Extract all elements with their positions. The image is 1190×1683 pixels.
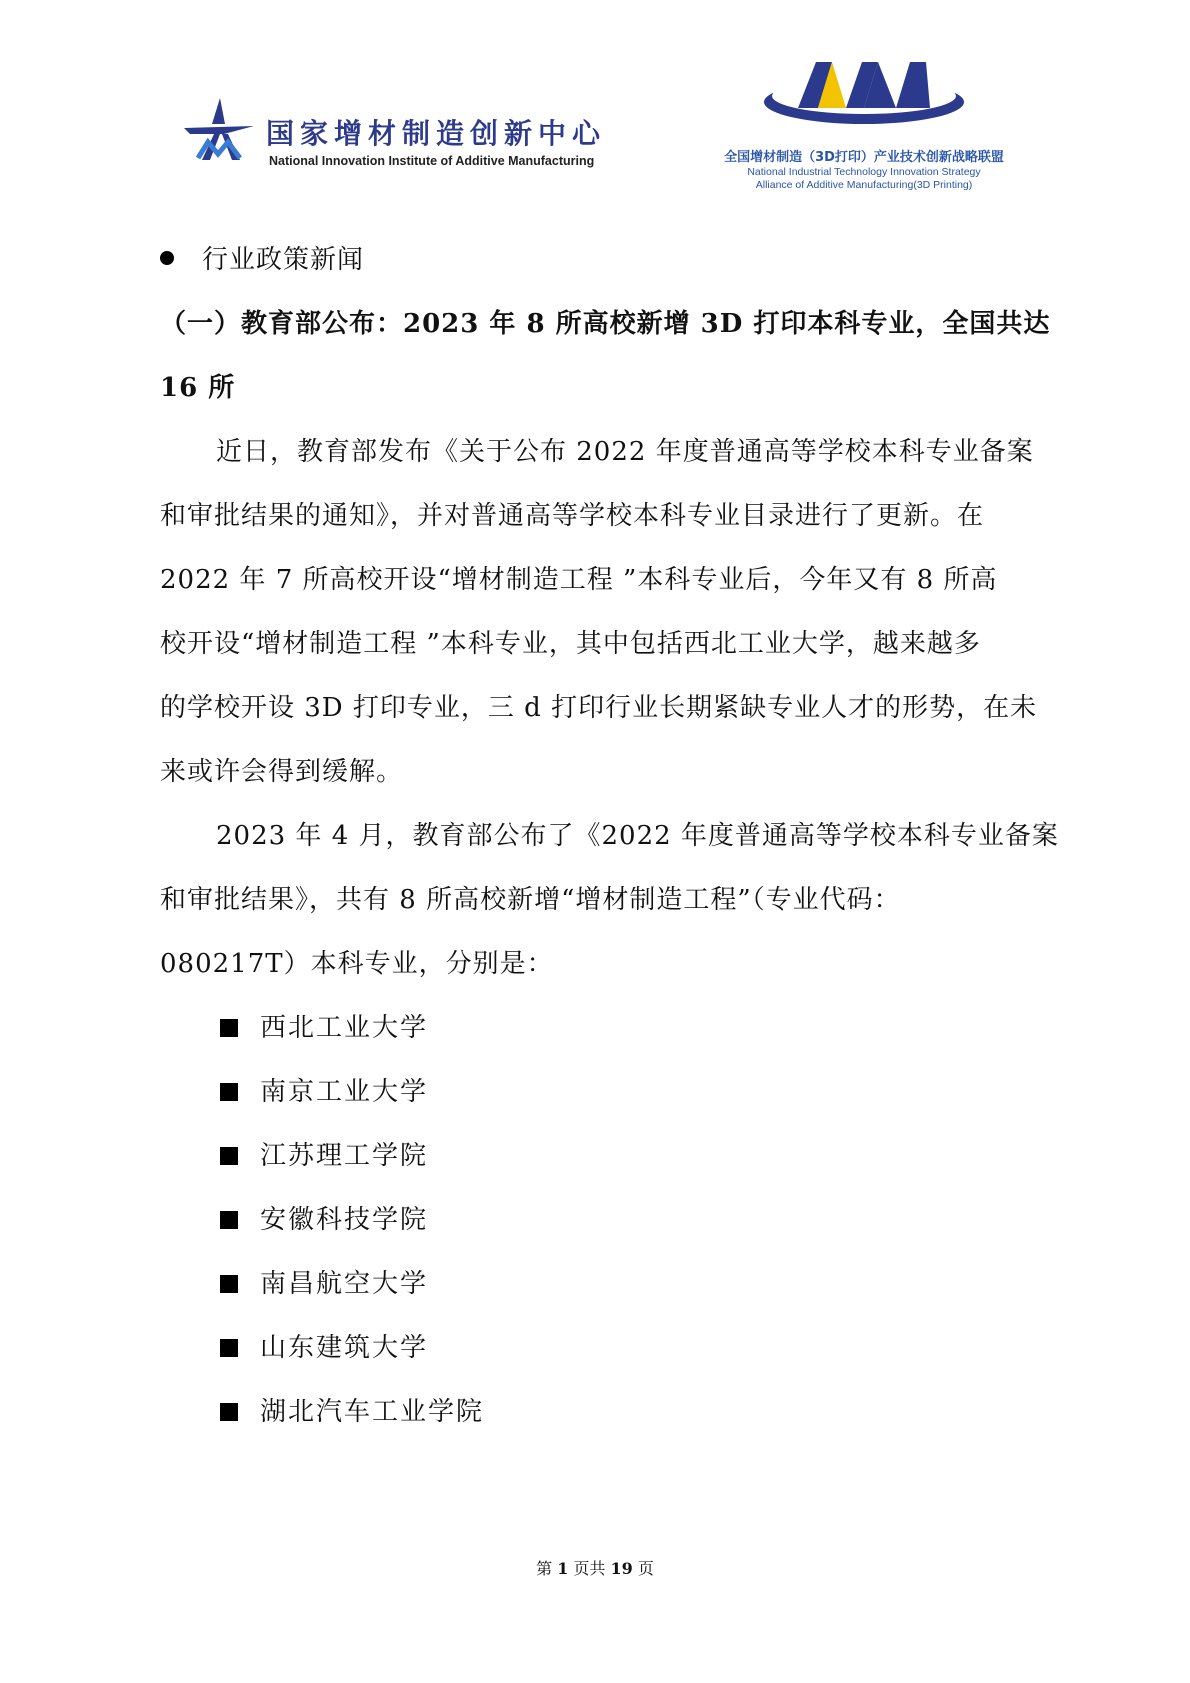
- list-item: [220, 1380, 1040, 1444]
- square-bullet-icon: [220, 1019, 238, 1037]
- paragraph-line: 来或许会得到缓解。: [160, 757, 404, 787]
- paragraph-line: 和审批结果的通知》，并对普通高等学校本科专业目录进行了更新。在: [160, 501, 985, 531]
- school-name: 江苏理工学院: [260, 1141, 429, 1171]
- document-body: [160, 228, 1059, 1444]
- paragraph-line: 080217T）本科专业，分别是：: [160, 949, 554, 979]
- square-bullet-icon: [220, 1275, 238, 1293]
- alliance-emblem-icon: [754, 58, 974, 142]
- school-name: 南昌航空大学: [260, 1269, 429, 1299]
- square-bullet-icon: [220, 1211, 238, 1229]
- page-footer: [0, 1556, 1190, 1579]
- section-title: 行业政策新闻: [202, 245, 365, 275]
- paragraph-line: 校开设“增材制造工程 ”本科专业，其中包括西北工业大学，越来越多: [160, 629, 981, 659]
- nimm-logo: [184, 98, 614, 178]
- list-item: [220, 1252, 1040, 1316]
- nimm-emblem-icon: [184, 98, 264, 162]
- paragraph-1: [160, 420, 1040, 804]
- school-list: [160, 996, 1040, 1444]
- alliance-logo: [714, 58, 1014, 198]
- list-item: [220, 1188, 1040, 1252]
- article-title-line2: 16 所: [160, 373, 236, 403]
- list-item: [220, 1124, 1040, 1188]
- paragraph-line: 2023 年 4 月，教育部公布了《2022 年度普通高等学校本科专业备案: [216, 821, 1059, 851]
- alliance-name-cn: 全国增材制造（3D打印）产业技术创新战略联盟: [724, 150, 1004, 165]
- square-bullet-icon: [220, 1403, 238, 1421]
- list-item: [220, 1316, 1040, 1380]
- current-page-number: 1: [557, 1559, 569, 1578]
- footer-middle: 页共: [573, 1559, 606, 1578]
- square-bullet-icon: [220, 1339, 238, 1357]
- total-page-count: 19: [610, 1559, 633, 1578]
- footer-prefix: 第: [536, 1559, 553, 1578]
- school-name: 安徽科技学院: [260, 1205, 429, 1235]
- article-title-line1: （一）教育部公布：2023 年 8 所高校新增 3D 打印本科专业，全国共达: [160, 309, 1051, 339]
- footer-suffix: 页: [637, 1559, 654, 1578]
- school-name: 南京工业大学: [260, 1077, 429, 1107]
- square-bullet-icon: [220, 1147, 238, 1165]
- paragraph-2: [160, 804, 1059, 996]
- paragraph-line: 2022 年 7 所高校开设“增材制造工程 ”本科专业后，今年又有 8 所高: [160, 565, 998, 595]
- nimm-name-cn: 国家增材制造创新中心: [266, 117, 607, 150]
- bullet-dot-icon: [160, 251, 174, 265]
- list-item: [220, 1060, 1040, 1124]
- paragraph-line: 近日，教育部发布《关于公布 2022 年度普通高等学校本科专业备案: [216, 437, 1034, 467]
- school-name: 山东建筑大学: [260, 1333, 429, 1363]
- paragraph-line: 的学校开设 3D 打印专业，三 d 打印行业长期紧缺专业人才的形势，在未: [160, 693, 1038, 723]
- square-bullet-icon: [220, 1083, 238, 1101]
- paragraph-line: 和审批结果》，共有 8 所高校新增“增材制造工程”（专业代码：: [160, 885, 901, 915]
- school-name: 西北工业大学: [260, 1013, 429, 1043]
- alliance-name-en-line2: Alliance of Additive Manufacturing(3D Printing): [755, 179, 973, 191]
- list-item: [220, 996, 1040, 1060]
- section-heading: [160, 228, 1040, 292]
- nimm-name-en: National Innovation Institute of Additive Manufacturing: [269, 154, 595, 168]
- school-name: 湖北汽车工业学院: [260, 1397, 485, 1427]
- alliance-name-en-line1: National Industrial Technology Innovation Strategy: [747, 166, 981, 178]
